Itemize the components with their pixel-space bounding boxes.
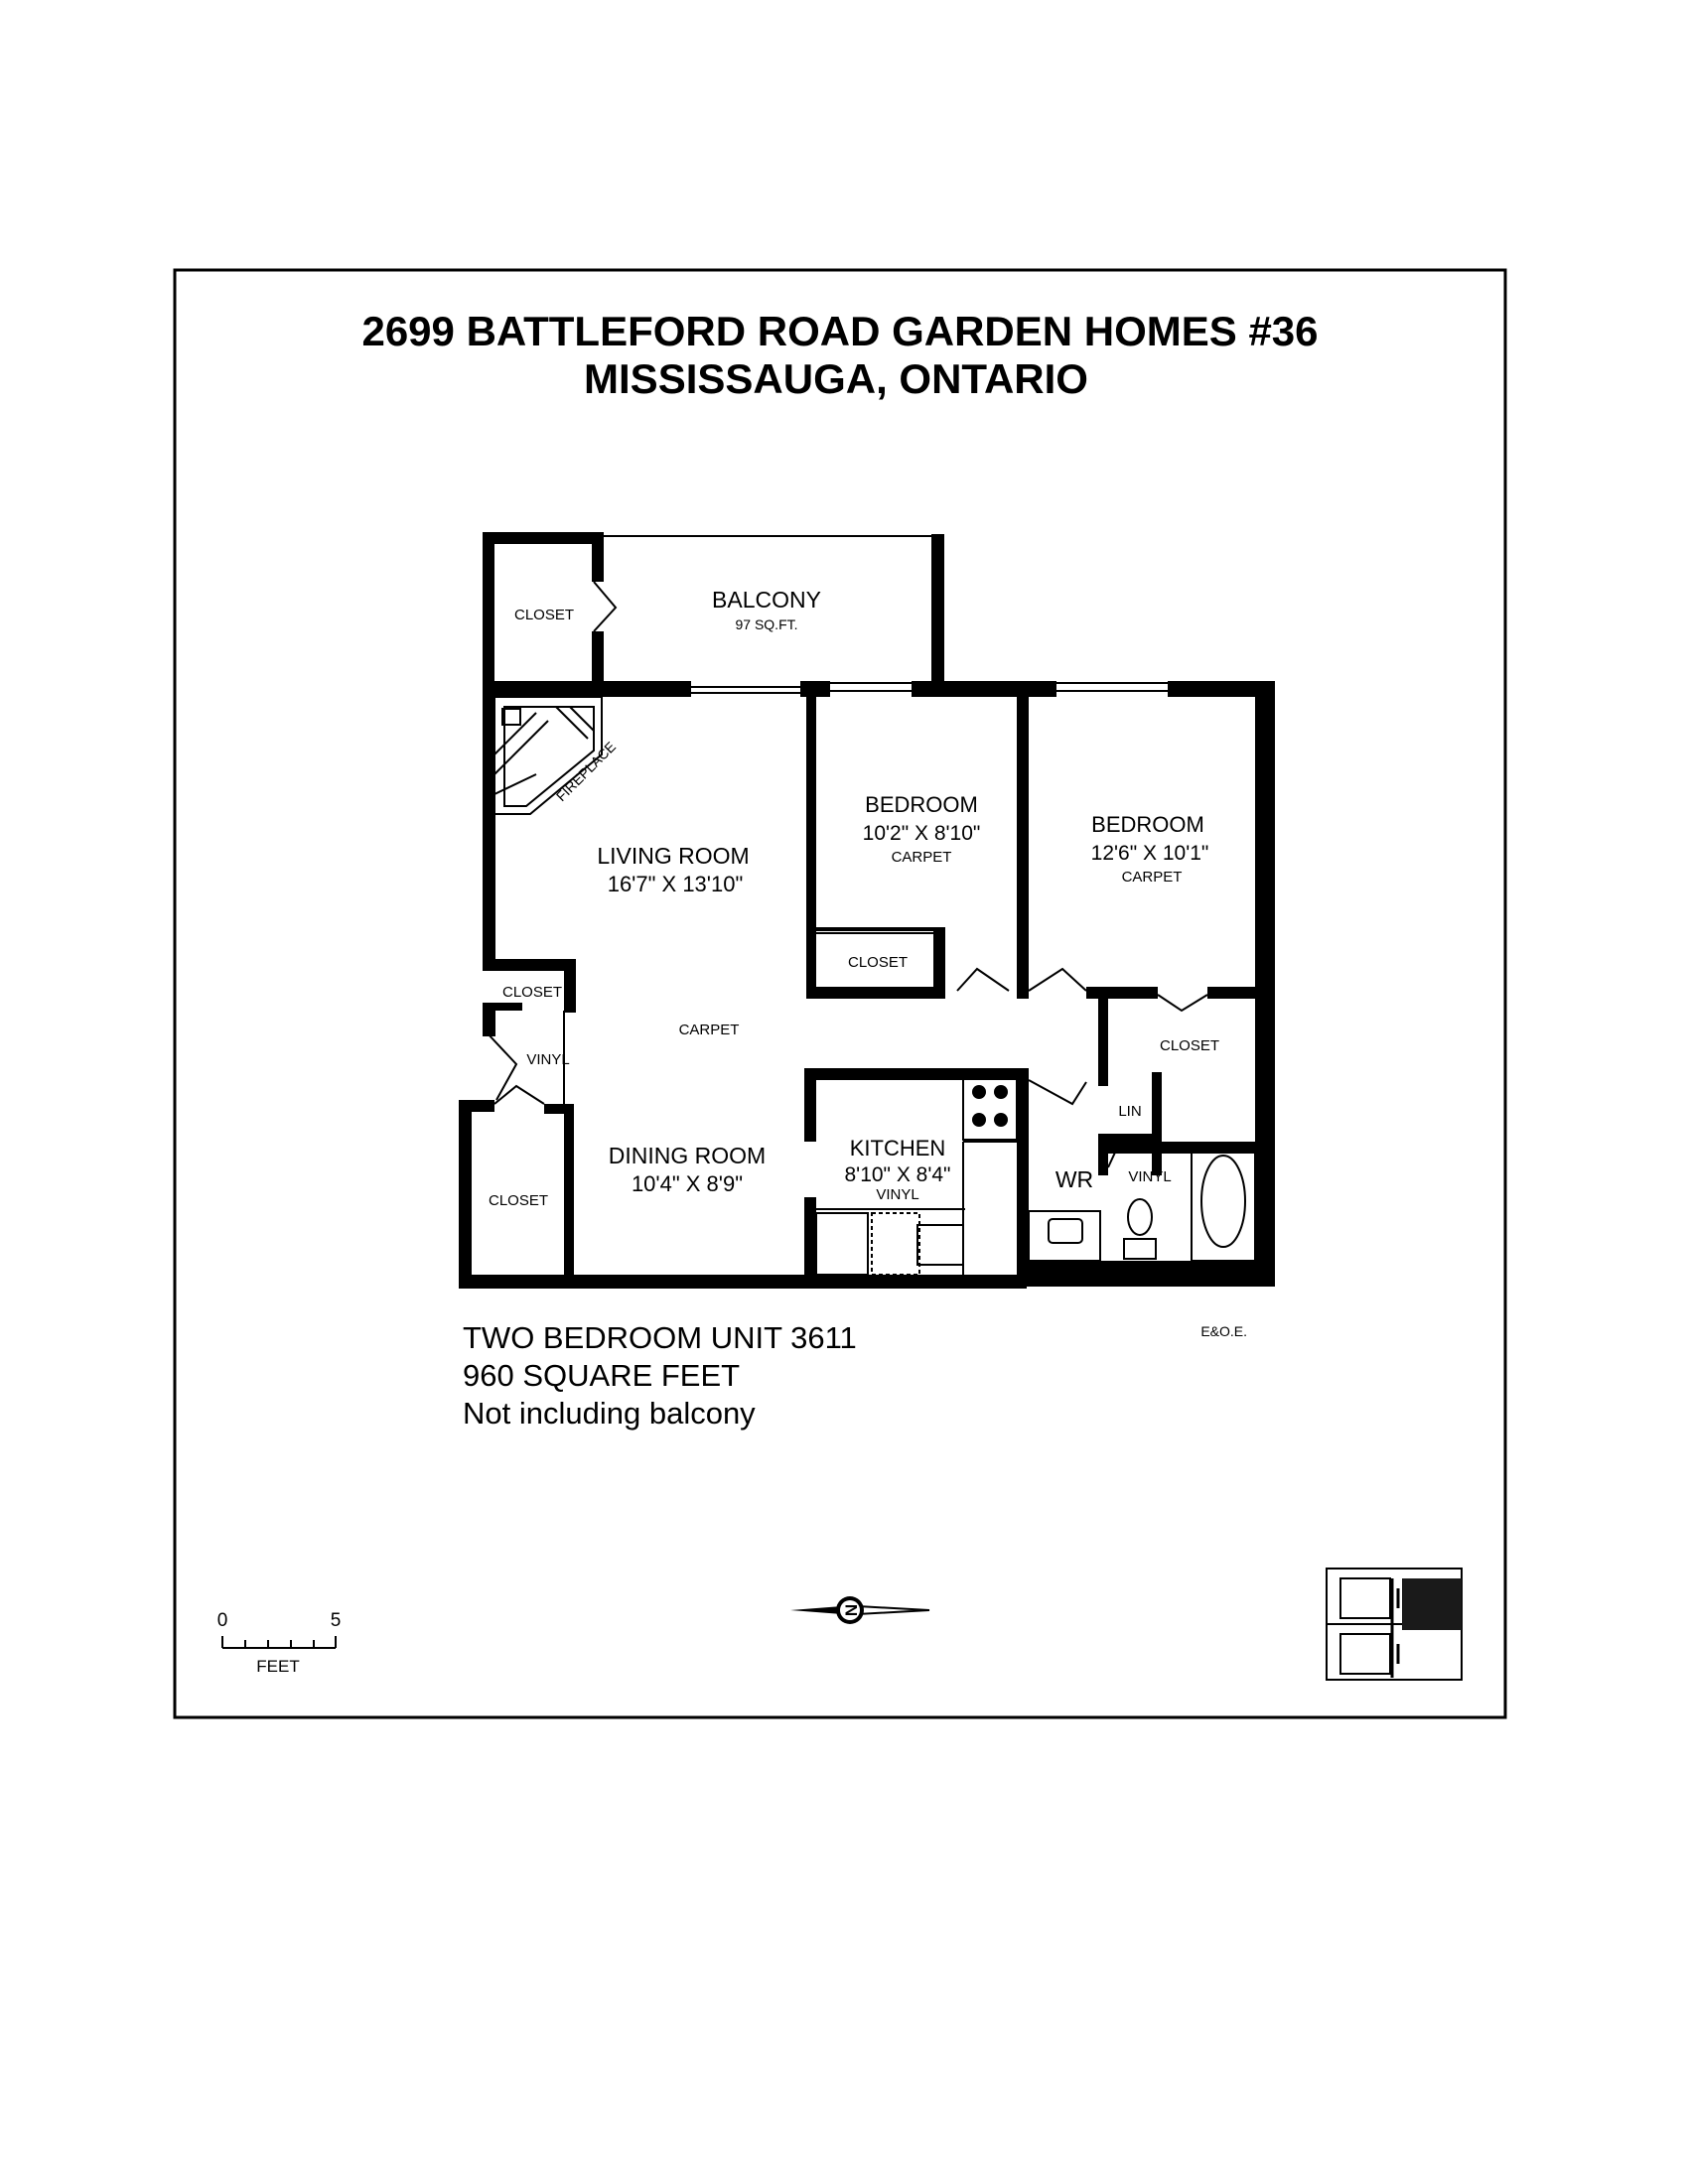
entry-closet-small-label: CLOSET [501, 984, 563, 1001]
unit-line-3: Not including balcony [463, 1396, 756, 1431]
scale-end: 5 [330, 1610, 342, 1631]
main-floor-label: CARPET [678, 1022, 740, 1038]
balcony-label: BALCONY [712, 587, 821, 613]
washroom-floor: VINYL [1128, 1168, 1172, 1185]
key-plan [1327, 1569, 1462, 1680]
bedroom-1-dims: 10'2" X 8'10" [862, 822, 981, 845]
bedroom-1-label: BEDROOM [865, 792, 978, 817]
kitchen-dims: 8'10" X 8'4" [844, 1163, 951, 1186]
washroom-label: WR [1055, 1166, 1094, 1192]
scale-unit: FEET [256, 1657, 300, 1676]
unit-line-2: 960 SQUARE FEET [463, 1358, 741, 1393]
bedroom-2-label: BEDROOM [1091, 812, 1204, 837]
bedroom-1-closet-label: CLOSET [847, 954, 909, 971]
dining-room-dims: 10'4" X 8'9" [631, 1171, 744, 1196]
kitchen-label: KITCHEN [849, 1136, 946, 1160]
compass-letter: N [842, 1603, 861, 1617]
balcony-area: 97 SQ.FT. [735, 616, 798, 632]
title-line-2: MISSISSAUGA, ONTARIO [584, 355, 1088, 402]
entry-floor-label: VINYL [526, 1051, 570, 1068]
scale-bar [217, 1610, 342, 1676]
dining-room-label: DINING ROOM [608, 1143, 767, 1168]
fireplace-label: FIREPLACE [552, 738, 620, 805]
hall-closet-label: CLOSET [1159, 1037, 1220, 1054]
stove-burners [972, 1085, 1008, 1127]
living-room-dims: 16'7" X 13'10" [607, 872, 744, 896]
balcony-closet-label: CLOSET [513, 607, 575, 623]
entry-closet-large-label: CLOSET [488, 1192, 549, 1209]
living-room-label: LIVING ROOM [597, 843, 750, 869]
bedroom-2-floor: CARPET [1121, 869, 1183, 886]
north-arrow-compass [790, 1596, 929, 1624]
bedroom-2-dims: 12'6" X 10'1" [1090, 842, 1209, 865]
linen-closet-label: LIN [1118, 1103, 1142, 1120]
disclaimer: E&O.E. [1200, 1323, 1247, 1339]
unit-line-1: TWO BEDROOM UNIT 3611 [463, 1320, 857, 1355]
scale-start: 0 [216, 1610, 228, 1631]
kitchen-floor: VINYL [876, 1186, 919, 1203]
title-line-1: 2699 BATTLEFORD ROAD GARDEN HOMES #36 [361, 308, 1319, 354]
bedroom-1-floor: CARPET [891, 849, 952, 866]
